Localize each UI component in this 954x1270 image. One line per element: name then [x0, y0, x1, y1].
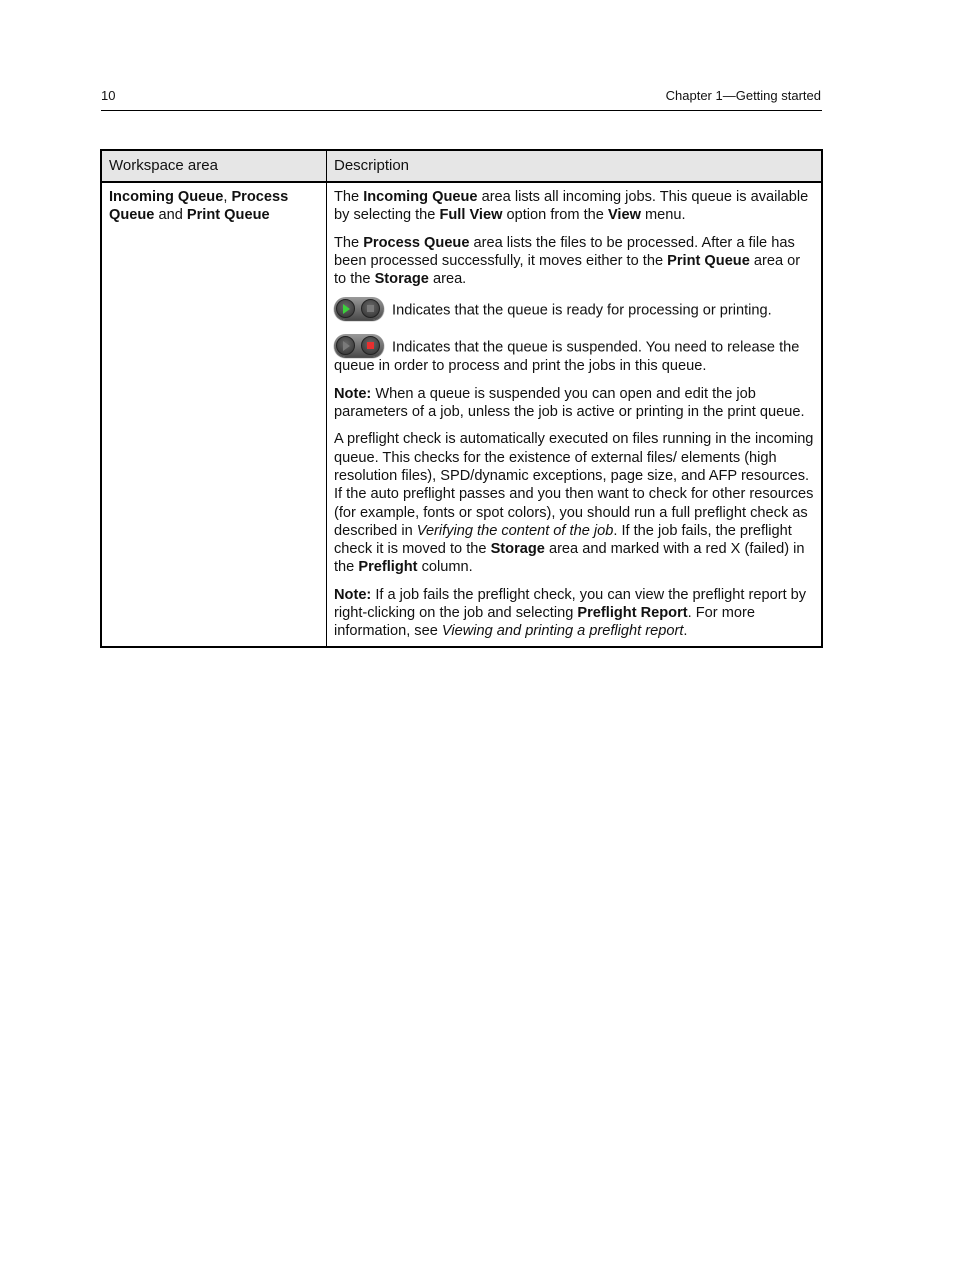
- incoming-queue-paragraph: [334, 188, 815, 225]
- bold-text: Incoming Queue: [363, 189, 478, 205]
- preflight-paragraph: [334, 430, 815, 576]
- queue-ready-item: [334, 297, 815, 320]
- text: area.: [428, 271, 467, 288]
- bold-text: Preflight Report: [577, 605, 688, 622]
- bold-text: Storage: [490, 541, 545, 558]
- queue-suspended-text: Indicates that the queue is suspended. You need to release the queue in order to process and print the jobs in this queue.: [334, 340, 800, 375]
- cross-reference: Viewing and printing a preflight report: [441, 623, 684, 640]
- bold-text: Full View: [439, 207, 503, 224]
- note-label: Note:: [334, 385, 372, 402]
- bold-text: Print Queue: [667, 252, 750, 269]
- note-preflight-report: [334, 586, 815, 641]
- text: If a job fails the preflight check, you can view the preflight report by right-clicking on the job and selecting: [334, 586, 807, 622]
- text: column.: [417, 559, 473, 576]
- cross-reference: Verifying the content of the job: [416, 522, 614, 539]
- column-header-workspace-area: Workspace area: [101, 150, 327, 182]
- queue-ready-text: Indicates that the queue is ready for processing or printing.: [388, 303, 772, 320]
- term-incoming-queue: Incoming Queue: [109, 189, 224, 205]
- text: A preflight check is automatically executed on files running in the incoming queue. This checks for the existence of external files/ elements (high resolution files), SPD/dynamic exceptions, page size, and AFP resources. If the auto preflight passes and you then want to check for other resources (for example, fonts or spot colors), you should run a full preflight check as described in: [334, 431, 814, 539]
- chapter-title: Chapter 1—Getting started: [665, 88, 821, 103]
- bold-text: Storage: [374, 271, 429, 288]
- note-suspended-queue: [334, 385, 815, 422]
- table-row: [101, 182, 822, 647]
- text: .: [683, 623, 688, 640]
- text: option from the: [502, 207, 608, 224]
- text: area lists the files to be processed. After a file has been processed successfully, it moves either to the: [334, 234, 795, 269]
- text: The: [334, 189, 364, 205]
- text: . If the job fails, the preflight check it is moved to the: [334, 522, 792, 558]
- page-number: 10: [101, 88, 116, 103]
- process-queue-paragraph: [334, 234, 815, 289]
- workspace-area-cell: [101, 182, 327, 647]
- text: menu.: [640, 207, 686, 224]
- note-label: Note:: [334, 586, 372, 603]
- text: and: [154, 207, 187, 224]
- workspace-table: [100, 149, 823, 648]
- queue-suspended-icon: [334, 334, 384, 357]
- term-print-queue: Print Queue: [186, 207, 270, 224]
- text: . For more information, see: [334, 605, 755, 640]
- queue-running-icon: [334, 297, 384, 320]
- page-header: [101, 88, 822, 111]
- text: area lists all incoming jobs. This queue is available by selecting the: [334, 189, 809, 224]
- description-cell: [327, 182, 823, 647]
- bold-text: Process Queue: [363, 234, 470, 251]
- text: area and marked with a red X (failed) in the: [334, 541, 805, 576]
- queue-suspended-item: [334, 334, 815, 375]
- column-header-description: Description: [327, 150, 823, 182]
- text: The: [334, 234, 364, 251]
- text: area or to the: [334, 252, 801, 288]
- bold-text: View: [607, 207, 641, 224]
- text: ,: [223, 189, 232, 205]
- note-text: When a queue is suspended you can open and edit the job parameters of a job, unless the job is active or printing in the print queue.: [334, 385, 805, 421]
- table-header-row: [101, 150, 822, 182]
- term-process-queue: Process Queue: [109, 189, 289, 224]
- bold-text: Preflight: [358, 559, 418, 576]
